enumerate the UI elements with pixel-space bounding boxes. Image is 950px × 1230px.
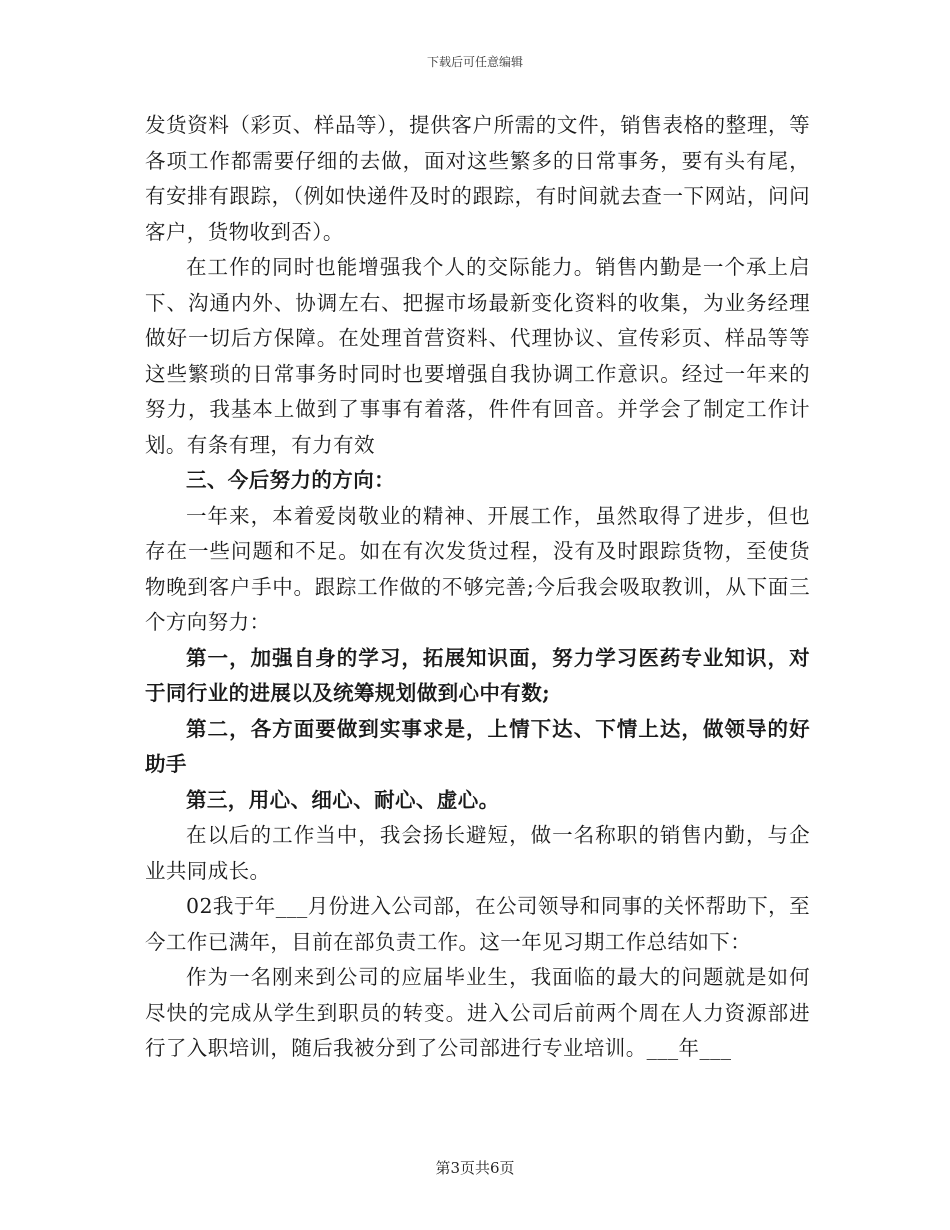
document-body (145, 108, 810, 1067)
paragraph-2: 在工作的同时也能增强我个人的交际能力。销售内勤是一个承上启下、沟通内外、协调左右、把握市场最新变化资料的收集，为业务经理做好一切后方保障。在处理首营资料、代理协议、宣传彩页、样品等等这些繁琐的日常事务时同时也要增强自我协调工作意识。经过一年来的努力，我基本上做到了事事有着落，件件有回音。并学会了制定工作计划。有条有理，有力有效 (145, 255, 810, 457)
paragraph-6: 作为一名刚来到公司的应届毕业生，我面临的最大的问题就是如何尽快的完成从学生到职员的转变。进入公司后前两个周在人力资源部进行了入职培训，随后我被分到了公司部进行专业培训。___年___ (145, 965, 810, 1060)
section-heading: 三、今后努力的方向： (186, 468, 395, 492)
paragraph-4: 在以后的工作当中，我会扬长避短，做一名称职的销售内勤，与企业共同成长。 (145, 823, 810, 883)
paragraph-1: 发货资料（彩页、样品等），提供客户所需的文件，销售表格的整理，等各项工作都需要仔细的去做，面对这些繁多的日常事务，要有头有尾，有安排有跟踪，（例如快递件及时的跟踪，有时间就去查一下网站，问问客户，货物收到否）。 (145, 113, 810, 244)
point-three: 第三，用心、细心、耐心、虚心。 (186, 787, 500, 812)
point-two: 第二，各方面要做到实事求是，上情下达、下情上达，做领导的好助手 (145, 716, 810, 776)
point-one: 第一，加强自身的学习，拓展知识面，努力学习医药专业知识，对于同行业的进展以及统筹规划做到心中有数; (145, 645, 810, 705)
page-footer: 第3页共6页 (435, 1159, 515, 1177)
paragraph-5: 02我于年___月份进入公司部，在公司领导和同事的关怀帮助下，至今工作已满年，目前在部负责工作。这一年见习期工作总结如下： (145, 894, 810, 954)
page-header: 下载后可任意编辑 (426, 55, 523, 69)
paragraph-3: 一年来，本着爱岗敬业的精神、开展工作，虽然取得了进步，但也存在一些问题和不足。如在有次发货过程，没有及时跟踪货物，至使货物晚到客户手中。跟踪工作做的不够完善;今后我会吸取教训，从下面三个方向努力： (145, 503, 810, 634)
